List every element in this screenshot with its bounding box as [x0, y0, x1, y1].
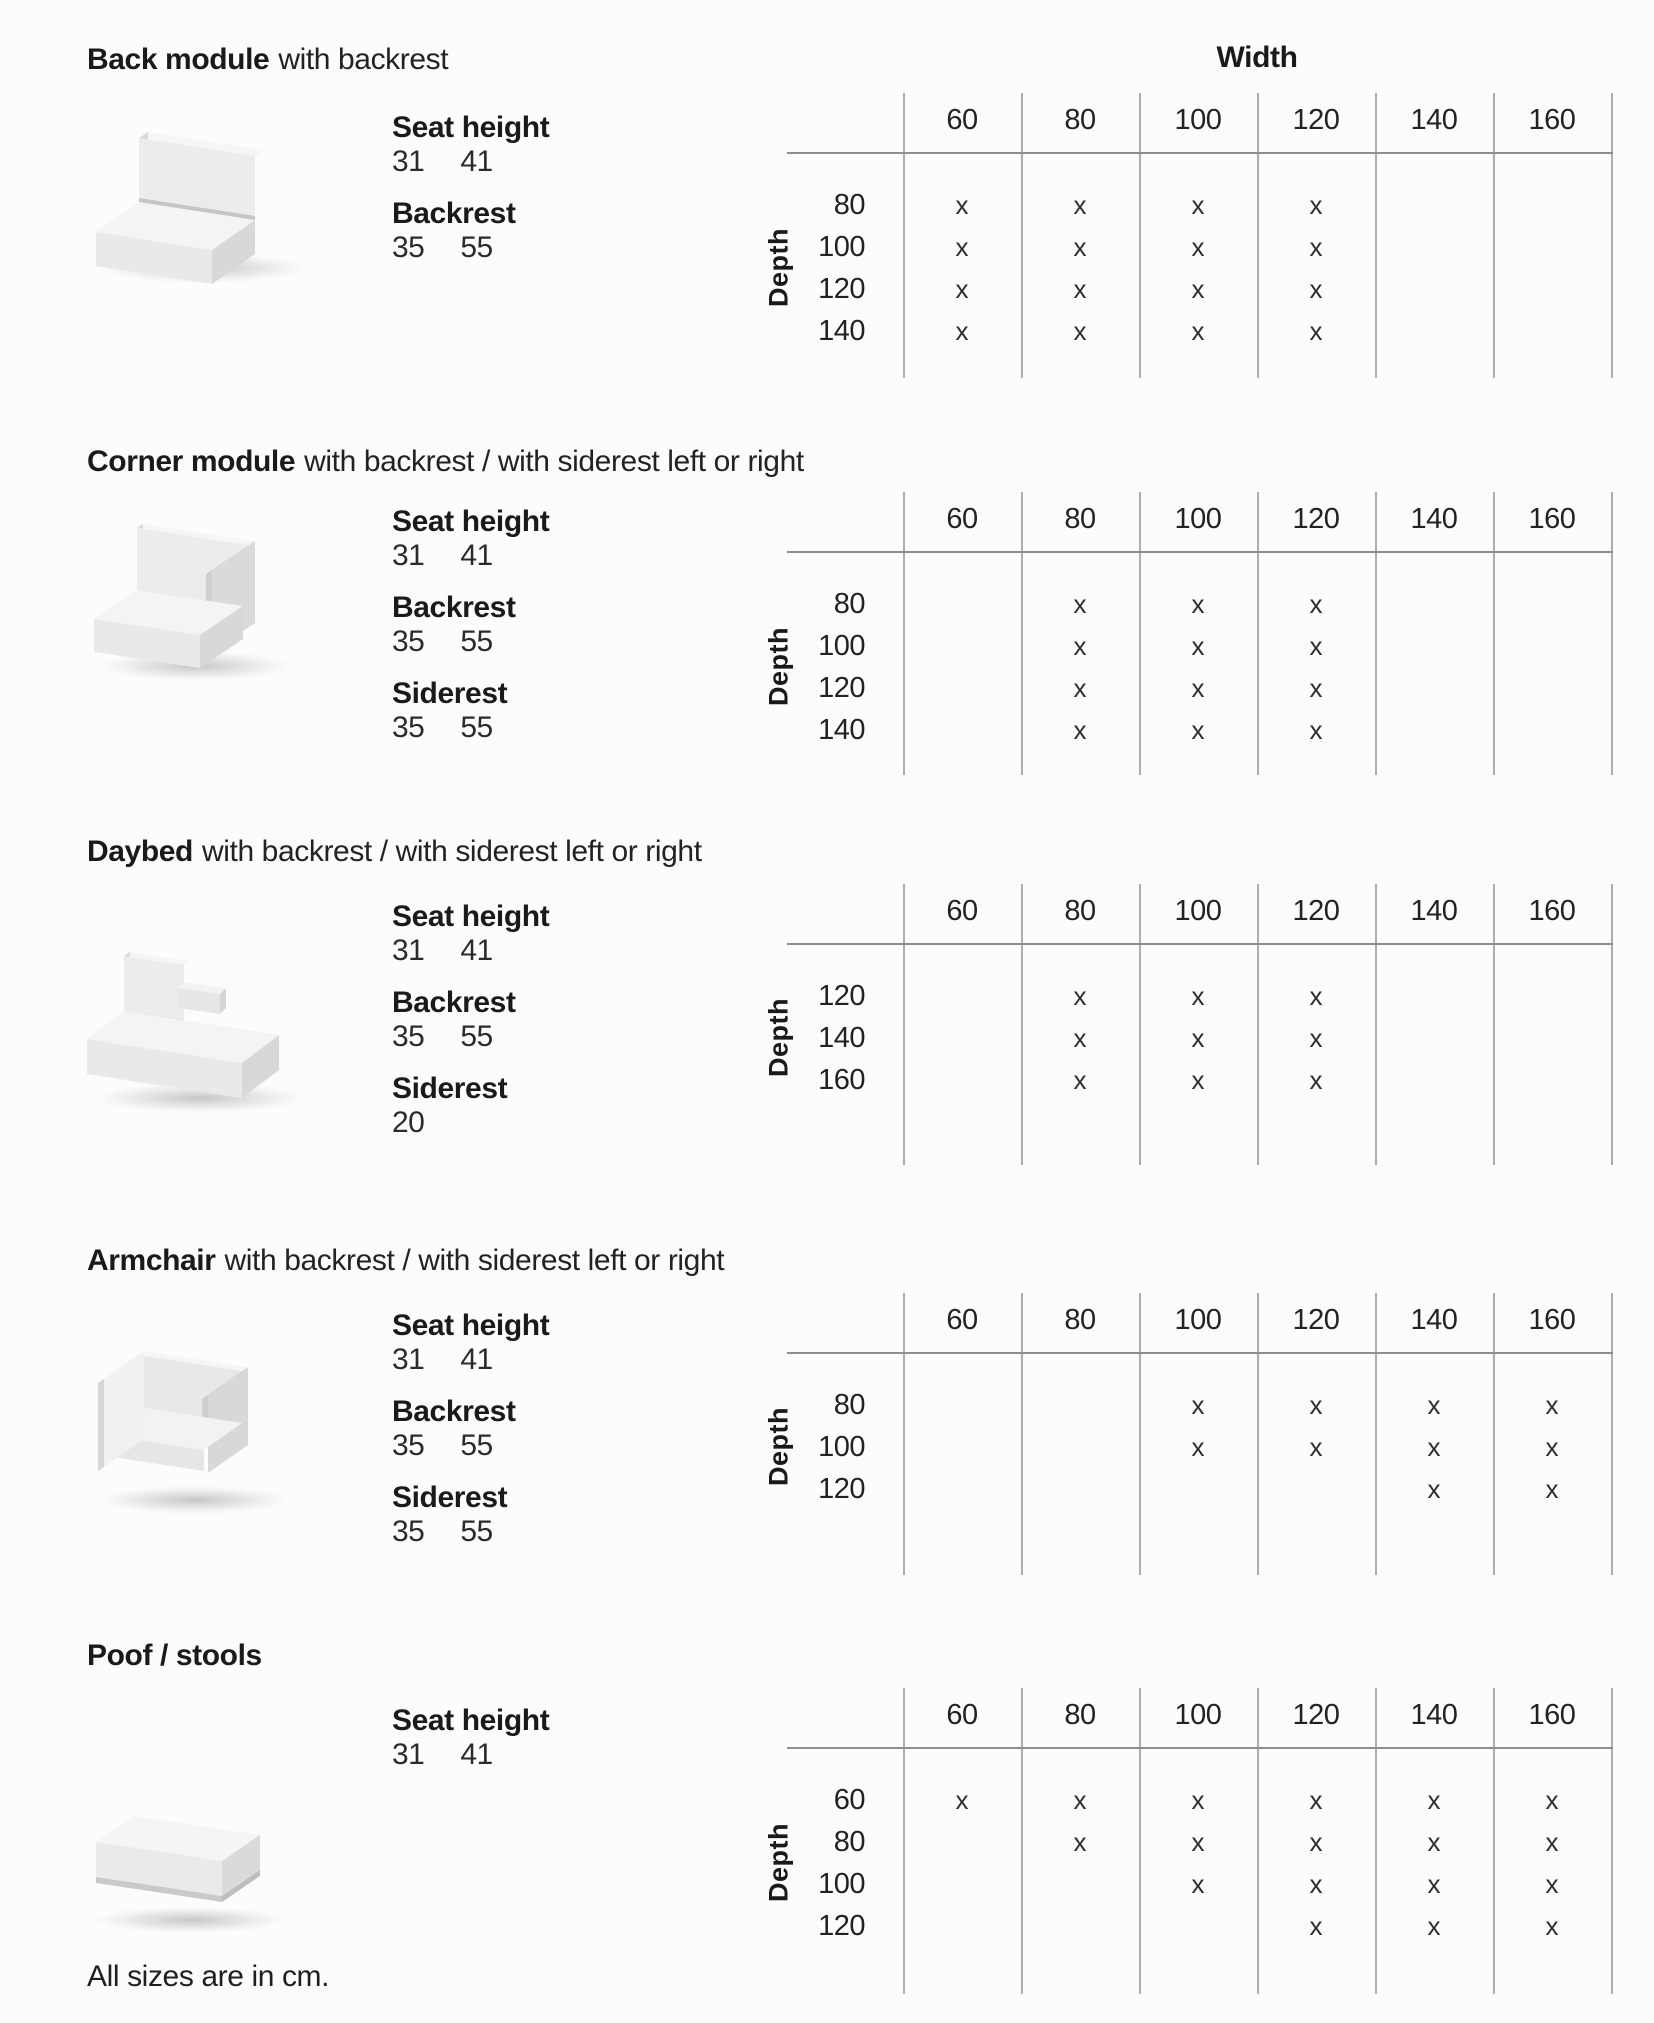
- section-title-rest: with backrest / with siderest left or right: [201, 835, 702, 868]
- availability-mark: x: [1191, 190, 1205, 220]
- availability-mark: x: [1545, 1474, 1559, 1504]
- availability-mark: x: [1309, 1911, 1323, 1941]
- depth-value-label: 140: [818, 315, 865, 347]
- spec-values: [392, 231, 712, 265]
- spec-label: Seat height: [392, 1704, 550, 1737]
- spec-value: 31: [392, 1343, 425, 1376]
- section-title: [87, 42, 448, 78]
- availability-mark: x: [1309, 631, 1323, 661]
- depth-value-label: 120: [818, 672, 865, 704]
- availability-mark: x: [1309, 1827, 1323, 1857]
- availability-mark: x: [1545, 1785, 1559, 1815]
- spec-value: 41: [460, 1343, 493, 1376]
- spec-value: 55: [460, 1429, 493, 1462]
- spec-block: [392, 197, 712, 265]
- availability-mark: x: [1309, 1065, 1323, 1095]
- width-value-header: 100: [1174, 1699, 1222, 1731]
- spec-values: [392, 1106, 712, 1140]
- availability-mark: x: [1427, 1390, 1441, 1420]
- availability-table: [762, 492, 1614, 775]
- spec-values: [392, 625, 712, 659]
- depth-value-label: 160: [818, 1064, 865, 1096]
- availability-mark: x: [1191, 1390, 1205, 1420]
- width-value-header: 120: [1292, 104, 1340, 136]
- spec-values: [392, 1515, 712, 1549]
- spec-value: 41: [460, 934, 493, 967]
- spec-value: 55: [460, 231, 493, 264]
- spec-label: Backrest: [392, 1395, 516, 1428]
- spec-block: [392, 1481, 712, 1549]
- availability-mark: x: [1073, 715, 1087, 745]
- spec-block: [392, 1395, 712, 1463]
- width-value-header: 100: [1174, 503, 1222, 535]
- width-value-header: 140: [1410, 1699, 1458, 1731]
- availability-mark: x: [1191, 274, 1205, 304]
- depth-axis-label: Depth: [763, 998, 794, 1078]
- availability-mark: x: [1073, 316, 1087, 346]
- width-value-header: 80: [1064, 1304, 1096, 1336]
- spec-label: Siderest: [392, 1481, 508, 1514]
- spec-value: 55: [460, 711, 493, 744]
- spec-value: 41: [460, 539, 493, 572]
- availability-mark: x: [1427, 1869, 1441, 1899]
- spec-value: 20: [392, 1106, 425, 1139]
- availability-mark: x: [1191, 981, 1205, 1011]
- availability-mark: x: [1309, 190, 1323, 220]
- depth-value-label: 100: [818, 1868, 865, 1900]
- width-value-header: 100: [1174, 104, 1222, 136]
- section-title: [87, 1243, 724, 1279]
- depth-value-label: 120: [818, 980, 865, 1012]
- spec-block: [392, 900, 712, 968]
- availability-mark: x: [1427, 1785, 1441, 1815]
- spec-label: Seat height: [392, 111, 550, 144]
- width-value-header: 60: [946, 503, 978, 535]
- availability-mark: x: [1545, 1827, 1559, 1857]
- grid-vertical-line: [1611, 492, 1613, 775]
- spec-value: 35: [392, 625, 425, 658]
- availability-mark: x: [1309, 274, 1323, 304]
- spec-label: Seat height: [392, 900, 550, 933]
- section-title: [87, 1638, 262, 1674]
- availability-mark: x: [1073, 673, 1087, 703]
- availability-mark: x: [1545, 1390, 1559, 1420]
- spec-label: Backrest: [392, 591, 516, 624]
- width-value-header: 100: [1174, 895, 1222, 927]
- depth-value-label: 120: [818, 1910, 865, 1942]
- grid-horizontal-line: [787, 943, 1613, 945]
- width-value-header: 60: [946, 895, 978, 927]
- spec-value: 31: [392, 145, 425, 178]
- width-value-header: 160: [1528, 1304, 1576, 1336]
- availability-mark: x: [1427, 1827, 1441, 1857]
- availability-mark: x: [1309, 981, 1323, 1011]
- availability-mark: x: [1073, 1785, 1087, 1815]
- spec-value: 31: [392, 1738, 425, 1771]
- availability-mark: x: [1191, 1023, 1205, 1053]
- availability-mark: x: [1309, 316, 1323, 346]
- availability-mark: x: [1545, 1432, 1559, 1462]
- corner-module-render: [80, 498, 305, 703]
- section-title: [87, 834, 702, 870]
- availability-mark: x: [1309, 589, 1323, 619]
- spec-label: Seat height: [392, 505, 550, 538]
- spec-list: [392, 900, 712, 1158]
- availability-mark: x: [1191, 1785, 1205, 1815]
- footer-note: All sizes are in cm.: [87, 1960, 330, 1993]
- grid-horizontal-line: [787, 152, 1613, 154]
- daybed-figure: [80, 926, 330, 1136]
- daybed-render: [80, 926, 330, 1136]
- availability-mark: x: [1309, 1023, 1323, 1053]
- width-value-header: 120: [1292, 1304, 1340, 1336]
- availability-mark: x: [1309, 673, 1323, 703]
- availability-mark: x: [1073, 190, 1087, 220]
- spec-value: 35: [392, 1429, 425, 1462]
- spec-block: [392, 677, 712, 745]
- availability-mark: x: [1191, 232, 1205, 262]
- spec-label: Backrest: [392, 986, 516, 1019]
- availability-mark: x: [955, 274, 969, 304]
- availability-table: [762, 1293, 1614, 1575]
- width-value-header: 140: [1410, 104, 1458, 136]
- spec-values: [392, 145, 712, 179]
- spec-values: [392, 934, 712, 968]
- spec-block: [392, 1072, 712, 1140]
- availability-table: [762, 93, 1614, 378]
- width-value-header: 80: [1064, 1699, 1096, 1731]
- back-module-render: [82, 110, 340, 292]
- availability-mark: x: [1191, 1869, 1205, 1899]
- spec-label: Seat height: [392, 1309, 550, 1342]
- spec-value: 35: [392, 711, 425, 744]
- spec-list: [392, 505, 712, 763]
- back-module-figure: [82, 110, 340, 292]
- availability-mark: x: [1191, 715, 1205, 745]
- depth-axis-label: Depth: [763, 1407, 794, 1487]
- spec-list: [392, 1704, 712, 1790]
- availability-mark: x: [1191, 316, 1205, 346]
- spec-values: [392, 539, 712, 573]
- width-value-header: 80: [1064, 104, 1096, 136]
- width-axis-label: Width: [1216, 41, 1298, 74]
- depth-value-label: 140: [818, 1022, 865, 1054]
- availability-mark: x: [1073, 631, 1087, 661]
- availability-mark: x: [1073, 1827, 1087, 1857]
- availability-mark: x: [1191, 631, 1205, 661]
- depth-value-label: 120: [818, 273, 865, 305]
- grid-vertical-line: [903, 1688, 905, 1994]
- depth-axis-label: Depth: [763, 228, 794, 308]
- availability-mark: x: [1309, 232, 1323, 262]
- availability-mark: x: [955, 232, 969, 262]
- spec-value: 35: [392, 231, 425, 264]
- width-value-header: 160: [1528, 503, 1576, 535]
- grid-vertical-line: [1611, 1688, 1613, 1994]
- availability-mark: x: [1191, 589, 1205, 619]
- availability-mark: x: [1427, 1474, 1441, 1504]
- availability-table: [762, 1688, 1614, 1994]
- width-value-header: 60: [946, 1699, 978, 1731]
- spec-label: Backrest: [392, 197, 516, 230]
- depth-value-label: 80: [833, 189, 865, 221]
- section-title-rest: with backrest: [278, 43, 449, 76]
- availability-mark: x: [1545, 1869, 1559, 1899]
- poof-render: [82, 1790, 307, 1950]
- availability-mark: x: [1191, 673, 1205, 703]
- availability-mark: x: [1427, 1432, 1441, 1462]
- grid-horizontal-line: [787, 1747, 1613, 1749]
- grid-vertical-line: [1611, 93, 1613, 378]
- availability-mark: x: [1073, 232, 1087, 262]
- width-value-header: 160: [1528, 1699, 1576, 1731]
- grid-horizontal-line: [787, 551, 1613, 553]
- spec-list: [392, 111, 712, 283]
- availability-mark: x: [955, 316, 969, 346]
- width-value-header: 100: [1174, 1304, 1222, 1336]
- corner-module-figure: [80, 498, 305, 703]
- depth-axis-label: Depth: [763, 1823, 794, 1903]
- depth-value-label: 120: [818, 1473, 865, 1505]
- width-value-header: 140: [1410, 1304, 1458, 1336]
- armchair-render: [82, 1325, 310, 1530]
- availability-mark: x: [1073, 1023, 1087, 1053]
- grid-vertical-line: [1611, 884, 1613, 1165]
- depth-axis-label: Depth: [763, 627, 794, 707]
- availability-mark: x: [1191, 1432, 1205, 1462]
- availability-mark: x: [1191, 1827, 1205, 1857]
- spec-block: [392, 505, 712, 573]
- section-title-bold: Daybed: [87, 835, 193, 868]
- width-value-header: 120: [1292, 503, 1340, 535]
- availability-mark: x: [1073, 274, 1087, 304]
- availability-mark: x: [955, 1785, 969, 1815]
- spec-value: 31: [392, 934, 425, 967]
- availability-mark: x: [1073, 589, 1087, 619]
- width-value-header: 160: [1528, 104, 1576, 136]
- availability-mark: x: [1191, 1065, 1205, 1095]
- spec-label: Siderest: [392, 1072, 508, 1105]
- spec-block: [392, 1309, 712, 1377]
- spec-value: 55: [460, 1515, 493, 1548]
- depth-value-label: 80: [833, 588, 865, 620]
- section-title-bold: Back module: [87, 43, 270, 76]
- depth-value-label: 80: [833, 1389, 865, 1421]
- section-title-rest: with backrest / with siderest left or right: [304, 445, 804, 478]
- spec-values: [392, 1343, 712, 1377]
- grid-horizontal-line: [787, 1352, 1613, 1354]
- spec-block: [392, 111, 712, 179]
- availability-mark: x: [1309, 1785, 1323, 1815]
- spec-value: 41: [460, 145, 493, 178]
- depth-value-label: 100: [818, 231, 865, 263]
- availability-mark: x: [1309, 715, 1323, 745]
- width-value-header: 160: [1528, 895, 1576, 927]
- width-value-header: 120: [1292, 895, 1340, 927]
- spec-values: [392, 1738, 712, 1772]
- section-title-bold: Corner module: [87, 445, 296, 478]
- availability-mark: x: [1073, 1065, 1087, 1095]
- width-value-header: 80: [1064, 895, 1096, 927]
- availability-mark: x: [1073, 981, 1087, 1011]
- depth-value-label: 100: [818, 1431, 865, 1463]
- spec-values: [392, 711, 712, 745]
- spec-value: 55: [460, 625, 493, 658]
- depth-value-label: 140: [818, 714, 865, 746]
- poof-figure: [82, 1790, 307, 1950]
- armchair-figure: [82, 1325, 310, 1530]
- depth-value-label: 100: [818, 630, 865, 662]
- availability-table: [762, 884, 1614, 1165]
- section-title-bold: Armchair: [87, 1244, 216, 1277]
- spec-block: [392, 986, 712, 1054]
- width-value-header: 80: [1064, 503, 1096, 535]
- depth-value-label: 80: [833, 1826, 865, 1858]
- spec-value: 41: [460, 1738, 493, 1771]
- grid-vertical-line: [1611, 1293, 1613, 1575]
- section-title: [87, 444, 804, 480]
- spec-value: 31: [392, 539, 425, 572]
- availability-mark: x: [1545, 1911, 1559, 1941]
- width-value-header: 140: [1410, 503, 1458, 535]
- depth-value-label: 60: [833, 1784, 865, 1816]
- availability-mark: x: [1309, 1390, 1323, 1420]
- spec-values: [392, 1429, 712, 1463]
- width-value-header: 120: [1292, 1699, 1340, 1731]
- availability-mark: x: [1427, 1911, 1441, 1941]
- section-title-rest: with backrest / with siderest left or right: [224, 1244, 725, 1277]
- availability-mark: x: [955, 190, 969, 220]
- availability-mark: x: [1309, 1432, 1323, 1462]
- availability-mark: x: [1309, 1869, 1323, 1899]
- width-value-header: 140: [1410, 895, 1458, 927]
- spec-block: [392, 591, 712, 659]
- spec-block: [392, 1704, 712, 1772]
- spec-label: Siderest: [392, 677, 508, 710]
- width-value-header: 60: [946, 104, 978, 136]
- section-title-bold: Poof / stools: [87, 1639, 262, 1672]
- spec-value: 35: [392, 1515, 425, 1548]
- spec-values: [392, 1020, 712, 1054]
- spec-value: 35: [392, 1020, 425, 1053]
- spec-list: [392, 1309, 712, 1567]
- spec-value: 55: [460, 1020, 493, 1053]
- width-value-header: 60: [946, 1304, 978, 1336]
